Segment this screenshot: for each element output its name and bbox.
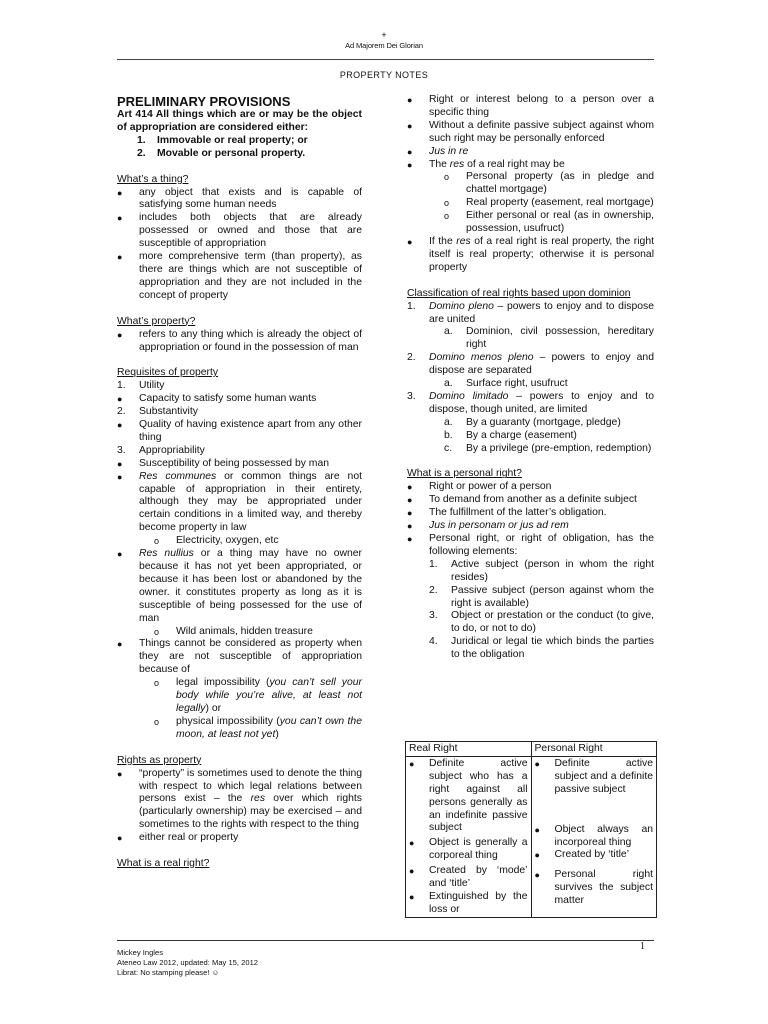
bullet-item: ● Right or interest belong to a person over a specific thing (407, 94, 654, 118)
sub-item: o Real property (easement, real mortgage) (444, 197, 654, 209)
bullet-item: ● Res communes or common things are not capable of appropriation in their entirety, although they may be appropriated under certain conditions in a limited way, and thereby become property in law (117, 470, 362, 534)
table-header-personal: Personal Right (531, 742, 657, 757)
footer-author: Mickey Ingles (117, 948, 164, 957)
list-item: ● Personal right survives the subject matter (534, 869, 653, 907)
section-title-real-right: What is a real right? (117, 858, 210, 870)
table-header-real: Real Right (406, 742, 532, 757)
bullet-item: ● The fulfillment of the latter’s obligation. (407, 507, 607, 519)
section-title-classification: Classification of real rights based upon dominion (407, 287, 631, 299)
sub-item: o physical impossibility (you can’t own the moon, at least not yet) (154, 715, 362, 740)
numbered-item: 2. Domino menos pleno – powers to enjoy and dispose are separated (407, 352, 654, 377)
header-motto: Ad Majorem Dei Glorian (345, 41, 423, 50)
sub-item: a. Surface right, usufruct (444, 378, 568, 390)
numbered-item: 2. Substantivity (117, 406, 198, 418)
numbered-item: 1. Utility (117, 380, 165, 392)
sub-item: 3. Object or prestation or the conduct (to give, to do, or not to do) (429, 610, 654, 635)
table-row (406, 756, 657, 917)
bullet-item: ● Without a definite passive subject against whom such right may be personally enforced (407, 119, 654, 144)
list-item: ● Created by ‘mode’ and ‘title’ (409, 865, 528, 890)
bullet-item: ● Susceptibility of being possessed by man (117, 457, 330, 469)
left-column (117, 94, 362, 871)
sub-item: 2. Passive subject (person against whom the right is available) (429, 584, 654, 609)
list-item: ● Extinguished by the loss or (409, 890, 528, 915)
section-title-rights: Rights as property (117, 754, 202, 766)
bullet-item: ● refers to any thing which is already the object of appropriation or found in the possession of man (117, 328, 362, 353)
page-number: 1 (640, 941, 645, 952)
sub-item: o Either personal or real (as in ownership, possession, usufruct) (444, 210, 654, 235)
section-title-requisites: Requisites of property (117, 367, 219, 379)
bullet-item: ● Jus in personam or jus ad rem (407, 520, 569, 532)
list-item: ● Definite active subject who has a right against all persons generally as an indefinite passive subject (409, 757, 528, 834)
comparison-table (405, 741, 657, 918)
section-title-thing: What’s a thing? (117, 173, 189, 185)
bullet-item: ● Personal right, or right of obligation, has the following elements: (407, 533, 654, 557)
bullet-item: ● any object that exists and is capable of satisfying some human needs (117, 186, 362, 211)
footer-rule (117, 940, 654, 941)
bullet-item: ● more comprehensive term (than property), as there are things which are not susceptible of appropriation and they are not included in the concept of property (117, 251, 362, 301)
bullet-item: ● Res nullius or a thing may have no owner because it has not yet been appropriated, or because it has been lost or abandoned by the owner. it constitutes property as long as it is susceptible of being possessed for the use of man (117, 548, 362, 624)
sub-item: a. By a guaranty (mortgage, pledge) (444, 416, 621, 428)
footer-school: Ateneo Law 2012, updated: May 15, 2012 (117, 958, 259, 967)
header-rule (117, 59, 654, 60)
table-header-row (406, 742, 657, 757)
table-cell (406, 756, 532, 917)
sub-item: o Electricity, oxygen, etc (154, 535, 279, 547)
bullet-item: ● Quality of having existence apart from any other thing (117, 419, 362, 443)
list-item: ● Created by ‘title’ (534, 849, 630, 861)
sub-item: 4. Juridical or legal tie which binds the parties to the obligation (429, 636, 654, 661)
bullet-item: ● Things cannot be considered as property when they are not susceptible of appropriation because of (117, 638, 362, 676)
section-title-property: What’s property? (117, 315, 196, 327)
bullet-item: ● includes both objects that are already possessed or owned and those that are susceptible of appropriation (117, 212, 362, 250)
list-item: ● Object is generally a corporeal thing (409, 837, 528, 862)
bullet-item: ● If the res of a real right is real property, the right itself is real property; otherwise it is personal property (407, 235, 654, 273)
sub-item: b. By a charge (easement) (444, 429, 577, 441)
sub-item: o Personal property (as in pledge and chattel mortgage) (444, 171, 654, 196)
section-heading: PRELIMINARY PROVISIONS (117, 94, 291, 109)
bullet-item: ● The res of a real right may be (407, 158, 565, 170)
article-items (117, 135, 362, 161)
bullet-item: ● Capacity to satisfy some human wants (117, 393, 317, 405)
bullet-item: ● either real or property (117, 832, 239, 844)
list-item: ● Object always an incorporeal thing (534, 823, 653, 848)
bullet-item: ● Right or power of a person (407, 481, 552, 493)
sub-item: c. By a privilege (pre-emption, redemption) (444, 442, 652, 454)
table-cell (531, 756, 657, 917)
bullet-item: ● “property” is sometimes used to denote the thing with respect to which legal relations between persons exist – the res over which rights (particularly ownership) may be exercised – and sometimes to the rights with respect to the thing (117, 767, 362, 831)
footer-note: Librat: No stamping please! ☺ (117, 968, 220, 977)
sub-item: o Wild animals, hidden treasure (154, 625, 313, 637)
document-title: PROPERTY NOTES (339, 70, 429, 80)
right-column (407, 94, 654, 662)
numbered-item: 1. Domino pleno – powers to enjoy and to dispose are united (407, 300, 654, 325)
article-414: Art 414 All things which are or may be the object of appropriation are considered either: (117, 109, 362, 133)
sub-item: a. Dominion, civil possession, hereditary right (444, 326, 654, 351)
sub-item: o legal impossibility (you can’t sell your body while you’re alive, at least not legally) or (154, 677, 362, 714)
list-item: 1. Immovable or real property; or (137, 134, 308, 146)
bullet-item: ● To demand from another as a definite subject (407, 494, 637, 506)
sub-item: 1. Active subject (person in whom the right resides) (429, 558, 654, 583)
section-title-personal-right: What is a personal right? (407, 468, 522, 480)
numbered-item: 3. Domino limitado – powers to enjoy and to dispose, though united, are limited (407, 390, 655, 415)
numbered-item: 3. Appropriability (117, 444, 205, 456)
header-cross: + (381, 30, 387, 40)
bullet-item: ● Jus in re (407, 145, 469, 157)
list-item: ● Definite active subject and a definite passive subject (534, 757, 653, 795)
list-item: 2. Movable or personal property. (137, 147, 306, 159)
